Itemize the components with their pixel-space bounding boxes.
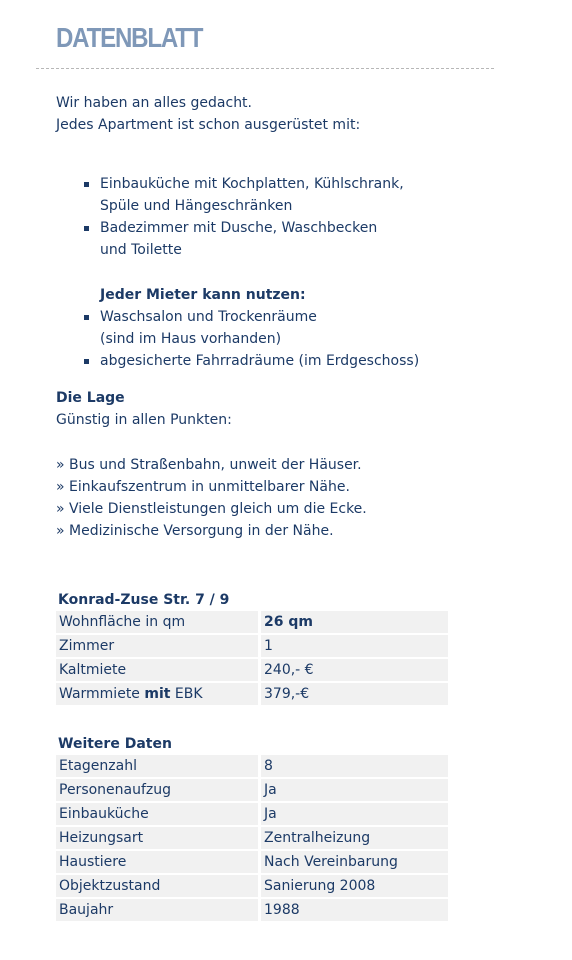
bullet-square-icon [84,359,89,364]
details-table [56,753,448,923]
location-subtitle: Günstig in allen Punkten: [56,412,232,428]
list-item [56,350,419,372]
table-title-address: Konrad-Zuse Str. 7 / 9 [58,592,230,608]
table-key: Haustiere [56,851,261,873]
table-key: Etagenzahl [56,755,261,777]
table-row [56,683,448,705]
table-key-emphasis: mit [144,686,171,702]
table-row [56,875,448,897]
list-item-text: (sind im Haus vorhanden) [100,331,282,347]
table-row [56,779,448,801]
table-value: Zentralheizung [261,827,448,849]
location-point: » Viele Dienstleistungen gleich um die Ecke. [56,501,367,517]
list-item-text: Badezimmer mit Dusche, Waschbecken [100,220,378,236]
intro-line-1: Wir haben an alles gedacht. [56,95,252,111]
table-key-part: Warmmiete [59,686,145,702]
bullet-square-icon [84,315,89,320]
table-key: Baujahr [56,899,261,921]
list-item [56,306,419,350]
table-key: Kaltmiete [56,659,261,681]
table-row [56,611,448,633]
table-title-more: Weitere Daten [58,736,172,752]
list-item-text: Einbauküche mit Kochplatten, Kühlschrank, [100,176,404,192]
location-point: » Medizinische Versorgung in der Nähe. [56,523,334,539]
table-value: Ja [261,803,448,825]
table-row [56,659,448,681]
bullet-square-icon [84,226,89,231]
table-row [56,635,448,657]
page-title: DATENBLATT [56,22,203,53]
table-key-part: EBK [170,686,203,702]
table-row [56,851,448,873]
table-row [56,803,448,825]
location-point: » Bus und Straßenbahn, unweit der Häuser. [56,457,362,473]
location-heading: Die Lage [56,390,125,406]
equipment-list [56,173,404,261]
table-value: 26 qm [261,611,448,633]
table-value: 1988 [261,899,448,921]
intro-line-2: Jedes Apartment ist schon ausgerüstet mit: [56,117,361,133]
bullet-square-icon [84,182,89,187]
table-value: 1 [261,635,448,657]
shared-heading: Jeder Mieter kann nutzen: [100,287,306,303]
table-value: 8 [261,755,448,777]
list-item [56,173,404,217]
table-key: Einbauküche [56,803,261,825]
table-key: Wohnfläche in qm [56,611,261,633]
table-value: Ja [261,779,448,801]
list-item-text: Waschsalon und Trockenräume [100,309,317,325]
list-item-text: Spüle und Hängeschränken [100,198,293,214]
list-item [56,217,404,261]
list-item-text: abgesicherte Fahrradräume (im Erdgeschoss) [100,353,420,369]
table-key: Zimmer [56,635,261,657]
list-item-text: und Toilette [100,242,182,258]
table-row [56,899,448,921]
rent-table [56,609,448,707]
table-key: Personenaufzug [56,779,261,801]
location-point: » Einkaufszentrum in unmittelbarer Nähe. [56,479,350,495]
table-row [56,827,448,849]
table-value: 240,- € [261,659,448,681]
table-key: Objektzustand [56,875,261,897]
table-value: Nach Vereinbarung [261,851,448,873]
table-row [56,755,448,777]
table-key [56,683,261,705]
table-value: 379,-€ [261,683,448,705]
table-value: Sanierung 2008 [261,875,448,897]
shared-list [56,306,419,372]
table-key: Heizungsart [56,827,261,849]
dashed-divider [36,68,494,69]
